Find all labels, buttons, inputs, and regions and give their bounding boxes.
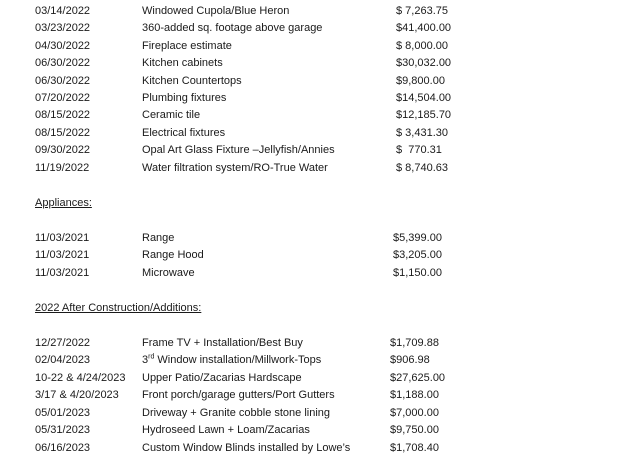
item-amount: $12,185.70 [396, 109, 452, 121]
list-item [0, 90, 640, 107]
list-item [0, 55, 640, 72]
appliances-heading: Appliances: [35, 197, 92, 209]
item-date: 11/03/2021 [35, 267, 90, 279]
item-date: 08/15/2022 [35, 109, 91, 121]
item-description: Fireplace estimate [142, 40, 232, 52]
item-amount: $1,188.00 [390, 389, 439, 401]
item-description: Water filtration system/RO-True Water [142, 162, 328, 174]
item-description: Windowed Cupola/Blue Heron [142, 5, 290, 17]
item-amount: $7,000.00 [390, 407, 439, 419]
item-amount: $1,708.40 [390, 442, 439, 454]
item-amount: $1,150.00 [393, 267, 442, 279]
item-description: Microwave [142, 267, 195, 279]
list-item [0, 265, 640, 282]
item-amount: $9,750.00 [390, 424, 439, 436]
item-description: Range [142, 232, 175, 244]
item-date: 11/19/2022 [35, 162, 90, 174]
item-date: 02/04/2023 [35, 354, 91, 366]
item-date: 05/31/2023 [35, 424, 91, 436]
item-amount: $41,400.00 [396, 22, 452, 34]
item-date: 07/20/2022 [35, 92, 91, 104]
item-date: 03/23/2022 [35, 22, 91, 34]
list-item [0, 142, 640, 159]
list-item [0, 247, 640, 264]
item-date: 09/30/2022 [35, 144, 91, 156]
list-item [0, 370, 640, 387]
item-amount: $27,625.00 [390, 372, 446, 384]
list-item [0, 405, 640, 422]
list-item [0, 387, 640, 404]
item-description: 360-added sq. footage above garage [142, 22, 323, 34]
item-date: 12/27/2022 [35, 337, 91, 349]
item-description: Electrical fixtures [142, 127, 226, 139]
item-date: 03/14/2022 [35, 5, 91, 17]
item-amount: $ 8,740.63 [396, 162, 448, 174]
item-amount: $906.98 [390, 354, 430, 366]
item-date: 11/03/2021 [35, 232, 90, 244]
list-item [0, 3, 640, 20]
item-description: Frame TV + Installation/Best Buy [142, 337, 303, 349]
item-date: 04/30/2022 [35, 40, 91, 52]
list-item [0, 440, 640, 457]
item-description: Range Hood [142, 249, 204, 261]
item-description: Kitchen cabinets [142, 57, 223, 69]
item-description: Upper Patio/Zacarias Hardscape [142, 372, 302, 384]
item-date: 10-22 & 4/24/2023 [35, 372, 126, 384]
description-text: Window installation/Millwork-Tops [154, 354, 322, 366]
item-amount: $ 3,431.30 [396, 127, 448, 139]
list-item [0, 125, 640, 142]
list-item [0, 335, 640, 352]
item-amount: $ 8,000.00 [396, 40, 448, 52]
item-description: Driveway + Granite cobble stone lining [142, 407, 331, 419]
item-description: Opal Art Glass Fixture –Jellyfish/Annies [142, 144, 335, 156]
item-description: Kitchen Countertops [142, 75, 242, 87]
item-amount: $30,032.00 [396, 57, 452, 69]
list-item [0, 352, 640, 369]
item-description: Plumbing fixtures [142, 92, 227, 104]
list-item [0, 20, 640, 37]
list-item [0, 422, 640, 439]
item-date: 3/17 & 4/20/2023 [35, 389, 119, 401]
after-construction-heading: 2022 After Construction/Additions: [35, 302, 202, 314]
list-item [0, 107, 640, 124]
item-date: 08/15/2022 [35, 127, 91, 139]
list-item [0, 38, 640, 55]
item-description: Front porch/garage gutters/Port Gutters [142, 389, 335, 401]
item-amount: $9,800.00 [396, 75, 445, 87]
item-amount: $3,205.00 [393, 249, 442, 261]
list-item [0, 230, 640, 247]
item-date: 05/01/2023 [35, 407, 91, 419]
list-item [0, 73, 640, 90]
ordinal-number: 3 [142, 354, 149, 366]
list-item [0, 160, 640, 177]
item-amount: $ 7,263.75 [396, 5, 448, 17]
item-description: Ceramic tile [142, 109, 201, 121]
item-date: 06/16/2023 [35, 442, 91, 454]
ordinal-suffix: rd [148, 353, 155, 361]
item-amount: $1,709.88 [390, 337, 439, 349]
item-description: Hydroseed Lawn + Loam/Zacarias [142, 424, 310, 436]
item-date: 11/03/2021 [35, 249, 90, 261]
item-date: 06/30/2022 [35, 75, 91, 87]
item-description: Custom Window Blinds installed by Lowe’s [142, 442, 351, 454]
item-date: 06/30/2022 [35, 57, 91, 69]
item-description [142, 352, 321, 369]
item-amount: $5,399.00 [393, 232, 442, 244]
item-amount: $14,504.00 [396, 92, 452, 104]
item-amount: $ 770.31 [396, 144, 442, 156]
